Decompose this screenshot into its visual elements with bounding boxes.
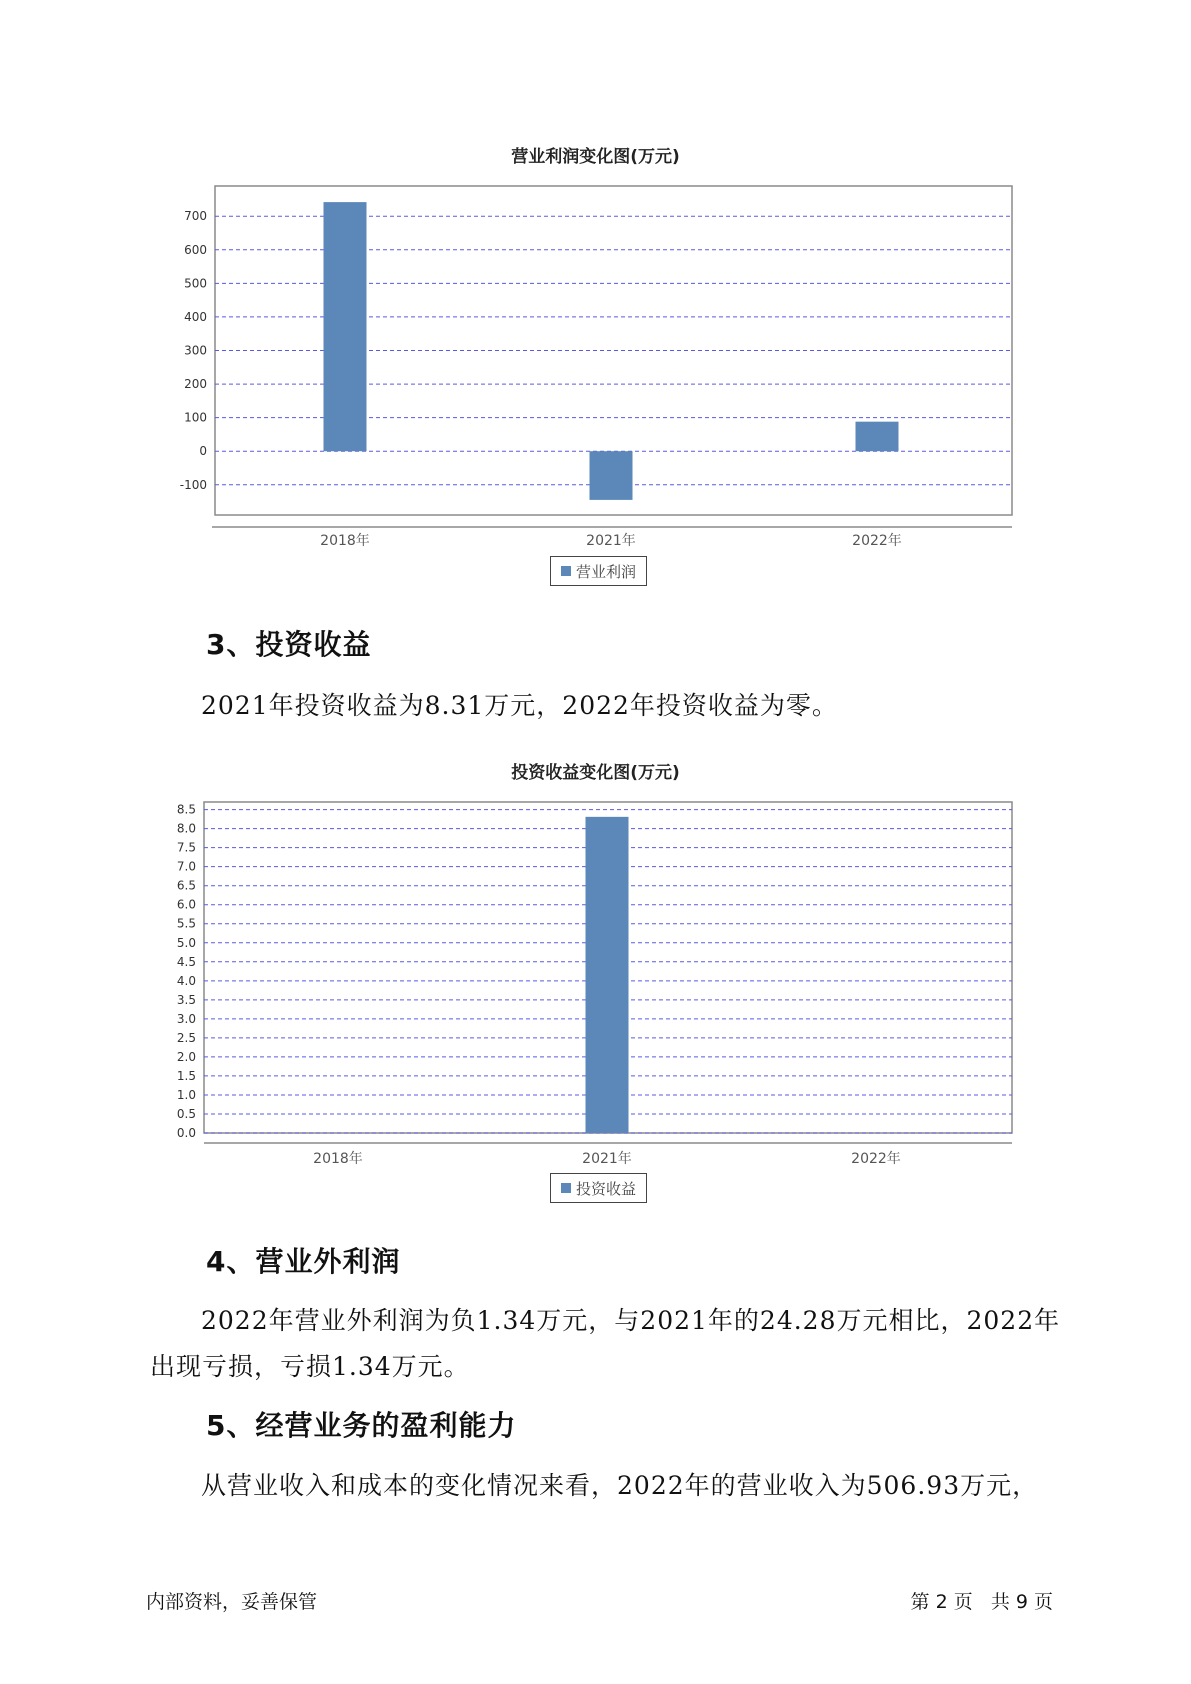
x-tick-label: 2018年 <box>313 1151 363 1167</box>
legend-swatch <box>561 1183 571 1193</box>
y-tick-label: 1.0 <box>176 1087 196 1102</box>
bar <box>586 817 629 1133</box>
chart-title-operating-profit: 营业利润变化图(万元) <box>511 147 680 167</box>
y-tick-label: 0.0 <box>176 1126 196 1140</box>
y-tick-label: 8.0 <box>176 821 196 836</box>
y-tick-label: 700 <box>184 209 207 224</box>
y-tick-label: 4.5 <box>176 954 196 969</box>
y-tick-label: 7.0 <box>176 859 196 874</box>
x-tick-label: 2022年 <box>851 1151 901 1167</box>
legend-label: 投资收益 <box>575 1179 636 1198</box>
y-tick-label: 200 <box>184 377 207 392</box>
footer-page-number: 第 2 页 共 9 页 <box>910 1591 1053 1613</box>
y-tick-label: 1.5 <box>176 1068 196 1083</box>
chart-legend-investment-income <box>550 1173 647 1203</box>
legend-label: 营业利润 <box>575 562 636 581</box>
paragraph-profitability <box>150 1463 1065 1509</box>
y-tick-label: 6.0 <box>176 897 196 912</box>
section-heading-profitability: 5、经营业务的盈利能力 <box>206 1409 517 1442</box>
y-tick-label: 2.0 <box>176 1049 196 1064</box>
section-heading-investment-income: 3、投资收益 <box>206 628 372 661</box>
section-heading-non-operating-profit: 4、营业外利润 <box>206 1245 401 1278</box>
paragraph-text: 2021年投资收益为8.31万元，2022年投资收益为零。 <box>201 691 838 720</box>
y-tick-label: 400 <box>184 309 207 324</box>
x-tick-label: 2021年 <box>582 1151 632 1167</box>
y-tick-label: 100 <box>184 410 207 425</box>
y-tick-label: 4.0 <box>176 973 196 988</box>
paragraph-text: 2022年营业外利润为负1.34万元，与2021年的24.28万元相比，2022年出现亏损，亏损1.34万元。 <box>150 1306 1061 1381</box>
footer-confidential-note: 内部资料，妥善保管 <box>146 1591 318 1613</box>
x-tick-label: 2021年 <box>586 533 636 549</box>
y-tick-label: 3.5 <box>176 992 196 1007</box>
y-tick-label: 7.5 <box>176 840 196 855</box>
y-tick-label: 500 <box>184 276 207 291</box>
y-tick-label: 2.5 <box>176 1030 196 1045</box>
y-tick-label: 6.5 <box>176 878 196 893</box>
y-tick-label: 600 <box>184 242 207 257</box>
y-tick-label: 3.0 <box>176 1011 196 1026</box>
y-tick-label: 0.5 <box>176 1106 196 1121</box>
y-tick-label: 5.5 <box>176 916 196 931</box>
y-tick-label: -100 <box>179 477 207 492</box>
paragraph-text: 从营业收入和成本的变化情况来看，2022年的营业收入为506.93万元， <box>201 1471 1039 1500</box>
y-tick-label: 5.0 <box>176 935 196 950</box>
paragraph-non-operating-profit <box>150 1298 1065 1390</box>
x-tick-label: 2022年 <box>852 533 902 549</box>
y-tick-label: 8.5 <box>176 802 196 817</box>
y-tick-label: 300 <box>184 343 207 358</box>
y-tick-label: 0 <box>199 444 207 459</box>
chart-title-investment-income: 投资收益变化图(万元) <box>511 763 680 783</box>
x-tick-label: 2018年 <box>320 533 370 549</box>
